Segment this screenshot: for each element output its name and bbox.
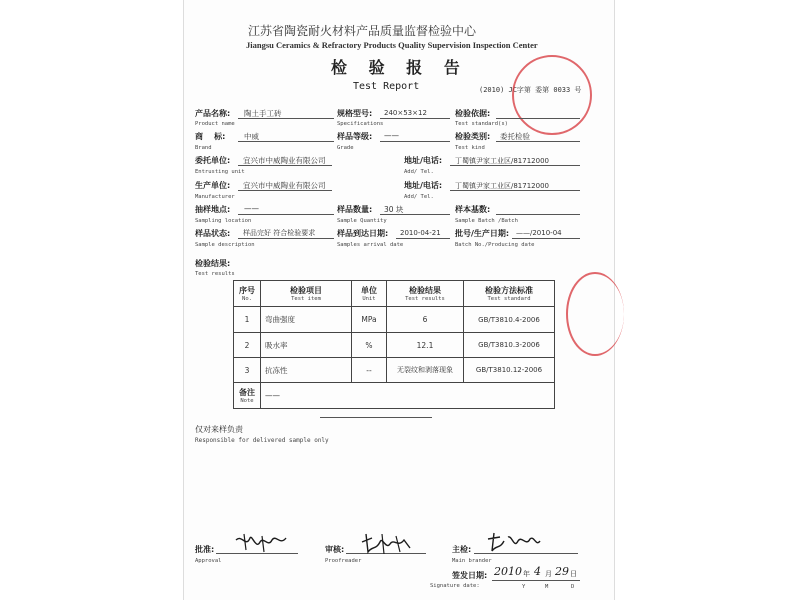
header-result-en: Test results <box>405 296 445 302</box>
approval-signature <box>232 530 292 554</box>
report-number: (2010) JC字第 委第 0033 号 <box>479 86 582 94</box>
label-maker: 生产单位: <box>195 181 231 190</box>
label-maker-addr: 地址/电话: <box>404 181 443 190</box>
cell-no: 1 <box>234 307 261 333</box>
results-label: 检验结果: <box>195 259 231 268</box>
note-label-en: Note <box>240 398 254 404</box>
label-kind: 检验类别: <box>455 132 491 141</box>
end-of-table-line <box>320 417 432 418</box>
date-day: 29 <box>555 565 569 578</box>
cell-no: 2 <box>234 333 261 358</box>
label-batch-en: Sample Batch /Batch <box>455 218 518 224</box>
cell-item: 抗冻性 <box>261 358 352 383</box>
underline <box>238 214 334 215</box>
brander-label-en: Main brander <box>452 558 492 564</box>
responsibility-en: Responsible for delivered sample only <box>195 437 329 444</box>
label-entrust-en: Entrusting unit <box>195 169 245 175</box>
date-en-d: D <box>571 584 575 590</box>
header-cell <box>234 281 261 307</box>
brander-label: 主检: <box>452 545 472 554</box>
label-grade: 样品等级: <box>337 132 373 141</box>
header-cell <box>352 281 387 307</box>
proofreader-label: 审核: <box>325 545 345 554</box>
proofreader-label-en: Proofreader <box>325 558 362 564</box>
underline <box>496 118 580 119</box>
approval-label-en: Approval <box>195 558 222 564</box>
responsibility-cn: 仅对来样负责 <box>195 425 243 434</box>
date-month: 4 <box>534 565 541 578</box>
date-label: 签发日期: <box>452 571 488 580</box>
header-no-en: No. <box>242 296 252 302</box>
underline <box>380 141 450 142</box>
cell-result: 6 <box>387 307 464 333</box>
note-label-cell <box>234 383 261 409</box>
header-item-en: Test item <box>291 296 321 302</box>
underline <box>238 118 334 119</box>
cell-item: 弯曲强度 <box>261 307 352 333</box>
value-grade: —— <box>384 131 399 140</box>
label-quantity: 样品数量: <box>337 205 373 214</box>
label-quantity-en: Sample Quantity <box>337 218 387 224</box>
value-spec: 240×53×12 <box>384 109 427 117</box>
cell-std: GB/T3810.4-2006 <box>464 307 555 333</box>
value-maker: 宜兴市中威陶业有限公司 <box>243 181 326 190</box>
label-brand-en: Brand <box>195 145 212 151</box>
value-state: 样品完好 符合检验要求 <box>243 229 316 237</box>
results-label-en: Test results <box>195 271 235 277</box>
official-seal-side <box>566 272 624 356</box>
value-maker-addr: 丁蜀镇尹家工业区/81712000 <box>455 182 549 190</box>
cell-unit: % <box>352 333 387 358</box>
underline <box>238 165 332 166</box>
cell-no: 3 <box>234 358 261 383</box>
value-product-name: 陶土手工砖 <box>244 109 282 118</box>
header-item: 检验项目 <box>290 286 322 295</box>
brander-signature <box>484 531 544 555</box>
date-label-en: Signature date: <box>430 583 480 589</box>
cell-unit: -- <box>352 358 387 383</box>
underline <box>496 214 580 215</box>
label-state: 样品状态: <box>195 229 231 238</box>
org-name-cn: 江苏省陶瓷耐火材料产品质量监督检验中心 <box>248 24 477 38</box>
label-standard-en: Test standard(s) <box>455 121 508 127</box>
underline <box>238 141 334 142</box>
label-standard: 检验依据: <box>455 109 491 118</box>
note-label: 备注 <box>239 388 255 397</box>
underline <box>450 165 580 166</box>
value-entrust: 宜兴市中威陶业有限公司 <box>243 156 326 165</box>
label-arrival-en: Samples arrival date <box>337 242 404 248</box>
header-cell <box>261 281 352 307</box>
table-note-row <box>234 383 555 409</box>
date-en-m: M <box>545 584 549 590</box>
value-kind: 委托检验 <box>500 132 530 141</box>
date-month-unit: 月 <box>545 570 552 578</box>
label-location: 抽样地点: <box>195 205 231 214</box>
label-location-en: Sampling location <box>195 218 252 224</box>
cell-std: GB/T3810.3-2006 <box>464 333 555 358</box>
underline <box>380 214 450 215</box>
date-en-y: Y <box>522 584 526 590</box>
underline <box>396 238 450 239</box>
value-brand: 中威 <box>244 132 259 141</box>
table-row <box>234 307 555 333</box>
cell-unit: MPa <box>352 307 387 333</box>
label-product-name-en: Product name <box>195 121 235 127</box>
table-row <box>234 333 555 358</box>
header-cell <box>387 281 464 307</box>
label-arrival: 样品到达日期: <box>337 229 389 238</box>
label-entrust-addr: 地址/电话: <box>404 156 443 165</box>
value-location: —— <box>244 204 259 213</box>
value-batch-date: ——/2010-04 <box>516 229 562 237</box>
label-maker-en: Manufacturer <box>195 194 235 200</box>
label-spec-en: Specifications <box>337 121 384 127</box>
header-unit: 单位 <box>361 286 377 295</box>
underline <box>380 118 450 119</box>
date-year-unit: 年 <box>523 570 530 578</box>
cell-result: 无裂纹和剥落现象 <box>387 358 464 383</box>
note-value: —— <box>261 383 555 409</box>
underline <box>492 580 580 581</box>
label-entrust-addr-en: Add/ Tel. <box>404 169 434 175</box>
label-batch-date: 批号/生产日期: <box>455 229 510 238</box>
header-no: 序号 <box>239 286 255 295</box>
value-quantity: 30 块 <box>384 205 404 214</box>
underline <box>450 190 580 191</box>
header-std-en: Test standard <box>487 296 531 302</box>
label-state-en: Sample description <box>195 242 255 248</box>
label-batch: 样本基数: <box>455 205 491 214</box>
label-kind-en: Test kind <box>455 145 485 151</box>
proofreader-signature <box>358 530 414 556</box>
table-row <box>234 358 555 383</box>
label-batch-date-en: Batch No./Producing date <box>455 242 535 248</box>
header-std: 检验方法标准 <box>485 286 533 295</box>
table-header-row <box>234 281 555 307</box>
report-title-cn: 检 验 报 告 <box>331 58 468 77</box>
approval-label: 批准: <box>195 545 215 554</box>
date-year: 2010 <box>494 565 522 578</box>
official-seal-top <box>512 55 592 135</box>
label-grade-en: Grade <box>337 145 354 151</box>
header-unit-en: Unit <box>362 296 376 302</box>
results-table <box>233 280 555 409</box>
cell-item: 吸水率 <box>261 333 352 358</box>
value-arrival: 2010-04-21 <box>400 229 441 237</box>
org-name-en: Jiangsu Ceramics & Refractory Products Quality Supervision Inspection Center <box>246 40 538 50</box>
cell-std: GB/T3810.12-2006 <box>464 358 555 383</box>
date-day-unit: 日 <box>570 570 577 578</box>
label-maker-addr-en: Add/ Tel. <box>404 194 434 200</box>
label-product-name: 产品名称: <box>195 109 231 118</box>
underline <box>496 141 580 142</box>
value-entrust-addr: 丁蜀镇尹家工业区/81712000 <box>455 157 549 165</box>
label-spec: 规格型号: <box>337 109 373 118</box>
underline <box>512 238 580 239</box>
header-result: 检验结果 <box>409 286 441 295</box>
underline <box>238 238 334 239</box>
cell-result: 12.1 <box>387 333 464 358</box>
label-brand: 商 标: <box>195 132 226 141</box>
report-title-en: Test Report <box>353 81 420 92</box>
header-cell <box>464 281 555 307</box>
underline <box>238 190 332 191</box>
label-entrust: 委托单位: <box>195 156 231 165</box>
